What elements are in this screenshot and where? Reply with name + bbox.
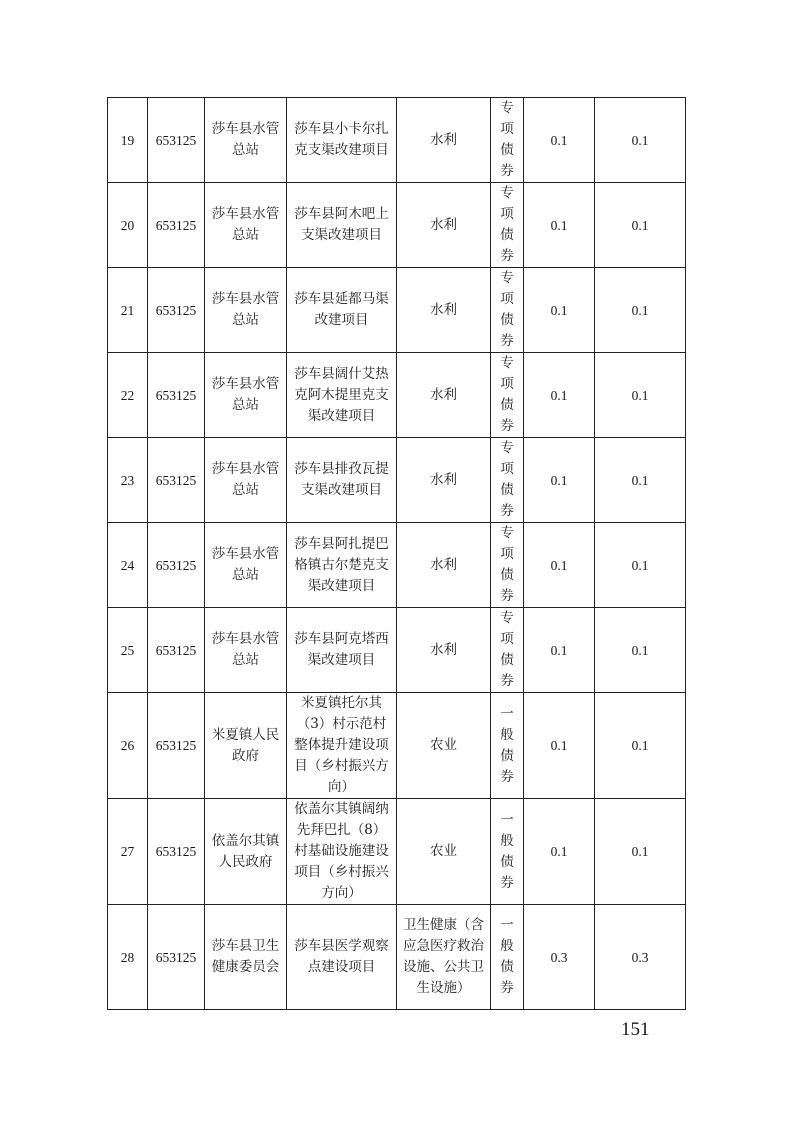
- amount-b-cell-text: 0.1: [631, 844, 649, 859]
- region-code-cell-text: 653125: [155, 557, 197, 573]
- region-code-cell: [148, 438, 205, 523]
- region-code-cell-text: 653125: [155, 844, 197, 859]
- bond-type-cell: [491, 353, 524, 438]
- region-code-cell-text: 653125: [155, 387, 197, 403]
- amount-b-cell-text: 0.3: [631, 949, 649, 965]
- field-cell: [397, 98, 491, 183]
- bond-type-cell-text: 专项债券: [500, 610, 514, 689]
- row-number-cell-text: 25: [120, 642, 135, 658]
- row-number-cell-text: 20: [120, 217, 135, 233]
- field-cell-text: 水利: [430, 556, 457, 573]
- amount-a-cell: [524, 523, 595, 608]
- unit-cell: [205, 98, 287, 183]
- amount-b-cell: [595, 523, 686, 608]
- unit-cell: [205, 353, 287, 438]
- amount-a-cell: [524, 608, 595, 693]
- region-code-cell: [148, 905, 205, 1010]
- bond-type-cell-text: 一般债券: [500, 917, 514, 996]
- page-number: 151: [621, 1019, 650, 1040]
- region-code-cell: [148, 799, 205, 905]
- table-row: [108, 438, 686, 523]
- row-number-cell: [108, 98, 148, 183]
- unit-cell: [205, 438, 287, 523]
- amount-a-cell-text: 0.3: [550, 949, 568, 965]
- region-code-cell-text: 653125: [155, 642, 197, 658]
- amount-b-cell-text: 0.1: [631, 557, 649, 573]
- amount-b-cell-text: 0.1: [631, 132, 649, 148]
- project-name-cell: [287, 608, 397, 693]
- table-row: [108, 905, 686, 1010]
- unit-cell: [205, 268, 287, 353]
- amount-b-cell-text: 0.1: [631, 217, 649, 233]
- unit-cell: [205, 608, 287, 693]
- field-cell-text: 水利: [430, 386, 457, 403]
- project-name-cell: [287, 268, 397, 353]
- project-name-cell: [287, 98, 397, 183]
- bond-type-cell-text: 专项债券: [500, 525, 514, 604]
- bond-type-cell-text: 一般债券: [500, 811, 514, 891]
- project-name-cell-text: 莎车县阔什艾热克阿木提里克支渠改建项目: [294, 365, 389, 424]
- amount-b-cell-text: 0.1: [631, 642, 649, 658]
- row-number-cell-text: 28: [120, 949, 135, 965]
- field-cell: [397, 268, 491, 353]
- amount-b-cell: [595, 98, 686, 183]
- unit-cell-text: 莎车县水管总站: [211, 206, 280, 243]
- project-name-cell-text: 米夏镇托尔其（3）村示范村整体提升建设项目（乡村振兴方向）: [294, 695, 389, 795]
- field-cell: [397, 353, 491, 438]
- field-cell-text: 水利: [430, 301, 457, 318]
- project-name-cell-text: 莎车县延都马渠改建项目: [294, 291, 389, 328]
- amount-a-cell-text: 0.1: [550, 217, 568, 233]
- amount-a-cell-text: 0.1: [550, 302, 568, 318]
- amount-a-cell: [524, 438, 595, 523]
- row-number-cell-text: 23: [120, 472, 135, 488]
- amount-a-cell: [524, 905, 595, 1010]
- project-name-cell-text: 依盖尔其镇阔纳先拜巴扎（8）村基础设施建设项目（乡村振兴方向）: [294, 801, 389, 901]
- table-row: [108, 353, 686, 438]
- row-number-cell: [108, 693, 148, 799]
- project-name-cell: [287, 438, 397, 523]
- amount-a-cell: [524, 98, 595, 183]
- table-row: [108, 268, 686, 353]
- row-number-cell: [108, 523, 148, 608]
- amount-a-cell: [524, 353, 595, 438]
- bond-project-table: [107, 97, 686, 1010]
- region-code-cell-text: 653125: [155, 472, 197, 488]
- amount-b-cell-text: 0.1: [631, 302, 649, 318]
- amount-a-cell: [524, 799, 595, 905]
- region-code-cell: [148, 693, 205, 799]
- amount-b-cell-text: 0.1: [631, 387, 649, 403]
- bond-type-cell: [491, 799, 524, 905]
- unit-cell: [205, 799, 287, 905]
- table-row: [108, 693, 686, 799]
- field-cell: [397, 693, 491, 799]
- region-code-cell: [148, 183, 205, 268]
- amount-b-cell-text: 0.1: [631, 472, 649, 488]
- amount-a-cell-text: 0.1: [550, 557, 568, 573]
- field-cell-text: 卫生健康（含应急医疗救治设施、公共卫生设施）: [403, 917, 484, 996]
- field-cell: [397, 799, 491, 905]
- region-code-cell: [148, 608, 205, 693]
- unit-cell-text: 莎车县水管总站: [211, 546, 280, 583]
- bond-type-cell: [491, 438, 524, 523]
- table-body: [108, 98, 686, 1010]
- row-number-cell-text: 26: [120, 738, 135, 753]
- project-name-cell: [287, 183, 397, 268]
- unit-cell-text: 莎车县水管总站: [211, 291, 280, 328]
- amount-b-cell: [595, 183, 686, 268]
- project-name-cell-text: 莎车县阿木吧上支渠改建项目: [294, 206, 389, 243]
- row-number-cell-text: 21: [120, 302, 135, 318]
- row-number-cell-text: 19: [120, 132, 135, 148]
- table-row: [108, 98, 686, 183]
- region-code-cell: [148, 353, 205, 438]
- region-code-cell-text: 653125: [155, 132, 197, 148]
- bond-type-cell: [491, 905, 524, 1010]
- field-cell: [397, 608, 491, 693]
- bond-type-cell: [491, 608, 524, 693]
- amount-a-cell-text: 0.1: [550, 387, 568, 403]
- project-name-cell: [287, 353, 397, 438]
- amount-b-cell: [595, 608, 686, 693]
- row-number-cell: [108, 183, 148, 268]
- project-name-cell-text: 莎车县排孜瓦提支渠改建项目: [294, 461, 389, 498]
- field-cell: [397, 438, 491, 523]
- amount-a-cell-text: 0.1: [550, 844, 568, 859]
- project-name-cell-text: 莎车县医学观察点建设项目: [294, 938, 389, 975]
- project-name-cell-text: 莎车县阿克塔西渠改建项目: [294, 631, 389, 668]
- row-number-cell-text: 24: [120, 557, 135, 573]
- field-cell-text: 水利: [430, 216, 457, 233]
- row-number-cell: [108, 438, 148, 523]
- bond-type-cell: [491, 98, 524, 183]
- unit-cell-text: 莎车县水管总站: [211, 121, 280, 158]
- unit-cell-text: 莎车县水管总站: [211, 461, 280, 498]
- bond-type-cell: [491, 523, 524, 608]
- bond-type-cell-text: 专项债券: [500, 355, 514, 434]
- project-name-cell-text: 莎车县小卡尔扎克支渠改建项目: [294, 121, 389, 158]
- field-cell-text: 水利: [430, 471, 457, 488]
- unit-cell: [205, 693, 287, 799]
- amount-b-cell: [595, 438, 686, 523]
- row-number-cell: [108, 268, 148, 353]
- row-number-cell: [108, 353, 148, 438]
- region-code-cell-text: 653125: [155, 738, 197, 753]
- bond-type-cell: [491, 183, 524, 268]
- field-cell-text: 农业: [430, 737, 457, 753]
- row-number-cell: [108, 608, 148, 693]
- region-code-cell: [148, 268, 205, 353]
- bond-type-cell-text: 专项债券: [500, 185, 514, 264]
- bond-type-cell-text: 专项债券: [500, 270, 514, 349]
- row-number-cell-text: 22: [120, 387, 135, 403]
- bond-type-cell-text: 专项债券: [500, 440, 514, 519]
- region-code-cell-text: 653125: [155, 302, 197, 318]
- amount-a-cell: [524, 268, 595, 353]
- amount-b-cell: [595, 268, 686, 353]
- bond-type-cell-text: 一般债券: [500, 705, 514, 785]
- amount-b-cell: [595, 799, 686, 905]
- region-code-cell: [148, 98, 205, 183]
- field-cell: [397, 905, 491, 1010]
- bond-type-cell-text: 专项债券: [500, 100, 514, 179]
- field-cell-text: 农业: [430, 843, 457, 859]
- unit-cell: [205, 523, 287, 608]
- amount-a-cell-text: 0.1: [550, 132, 568, 148]
- amount-a-cell-text: 0.1: [550, 738, 568, 753]
- field-cell: [397, 183, 491, 268]
- amount-b-cell: [595, 693, 686, 799]
- amount-b-cell-text: 0.1: [631, 738, 649, 753]
- field-cell: [397, 523, 491, 608]
- unit-cell-text: 莎车县水管总站: [211, 631, 280, 668]
- project-name-cell: [287, 523, 397, 608]
- amount-a-cell-text: 0.1: [550, 472, 568, 488]
- bond-type-cell: [491, 268, 524, 353]
- project-name-cell: [287, 693, 397, 799]
- amount-a-cell-text: 0.1: [550, 642, 568, 658]
- row-number-cell-text: 27: [120, 844, 135, 859]
- unit-cell: [205, 183, 287, 268]
- table-row: [108, 799, 686, 905]
- row-number-cell: [108, 799, 148, 905]
- table-row: [108, 523, 686, 608]
- region-code-cell-text: 653125: [155, 949, 197, 965]
- amount-a-cell: [524, 693, 595, 799]
- amount-a-cell: [524, 183, 595, 268]
- region-code-cell: [148, 523, 205, 608]
- region-code-cell-text: 653125: [155, 217, 197, 233]
- amount-b-cell: [595, 905, 686, 1010]
- unit-cell-text: 莎车县卫生健康委员会: [211, 938, 280, 975]
- amount-b-cell: [595, 353, 686, 438]
- table-row: [108, 183, 686, 268]
- field-cell-text: 水利: [430, 131, 457, 148]
- row-number-cell: [108, 905, 148, 1010]
- field-cell-text: 水利: [430, 641, 457, 658]
- unit-cell-text: 依盖尔其镇人民政府: [211, 832, 280, 870]
- unit-cell-text: 莎车县水管总站: [211, 376, 280, 413]
- project-name-cell: [287, 905, 397, 1010]
- bond-type-cell: [491, 693, 524, 799]
- project-name-cell-text: 莎车县阿扎提巴格镇古尔楚克支渠改建项目: [294, 535, 389, 594]
- project-name-cell: [287, 799, 397, 905]
- unit-cell-text: 米夏镇人民政府: [211, 726, 280, 764]
- unit-cell: [205, 905, 287, 1010]
- table-row: [108, 608, 686, 693]
